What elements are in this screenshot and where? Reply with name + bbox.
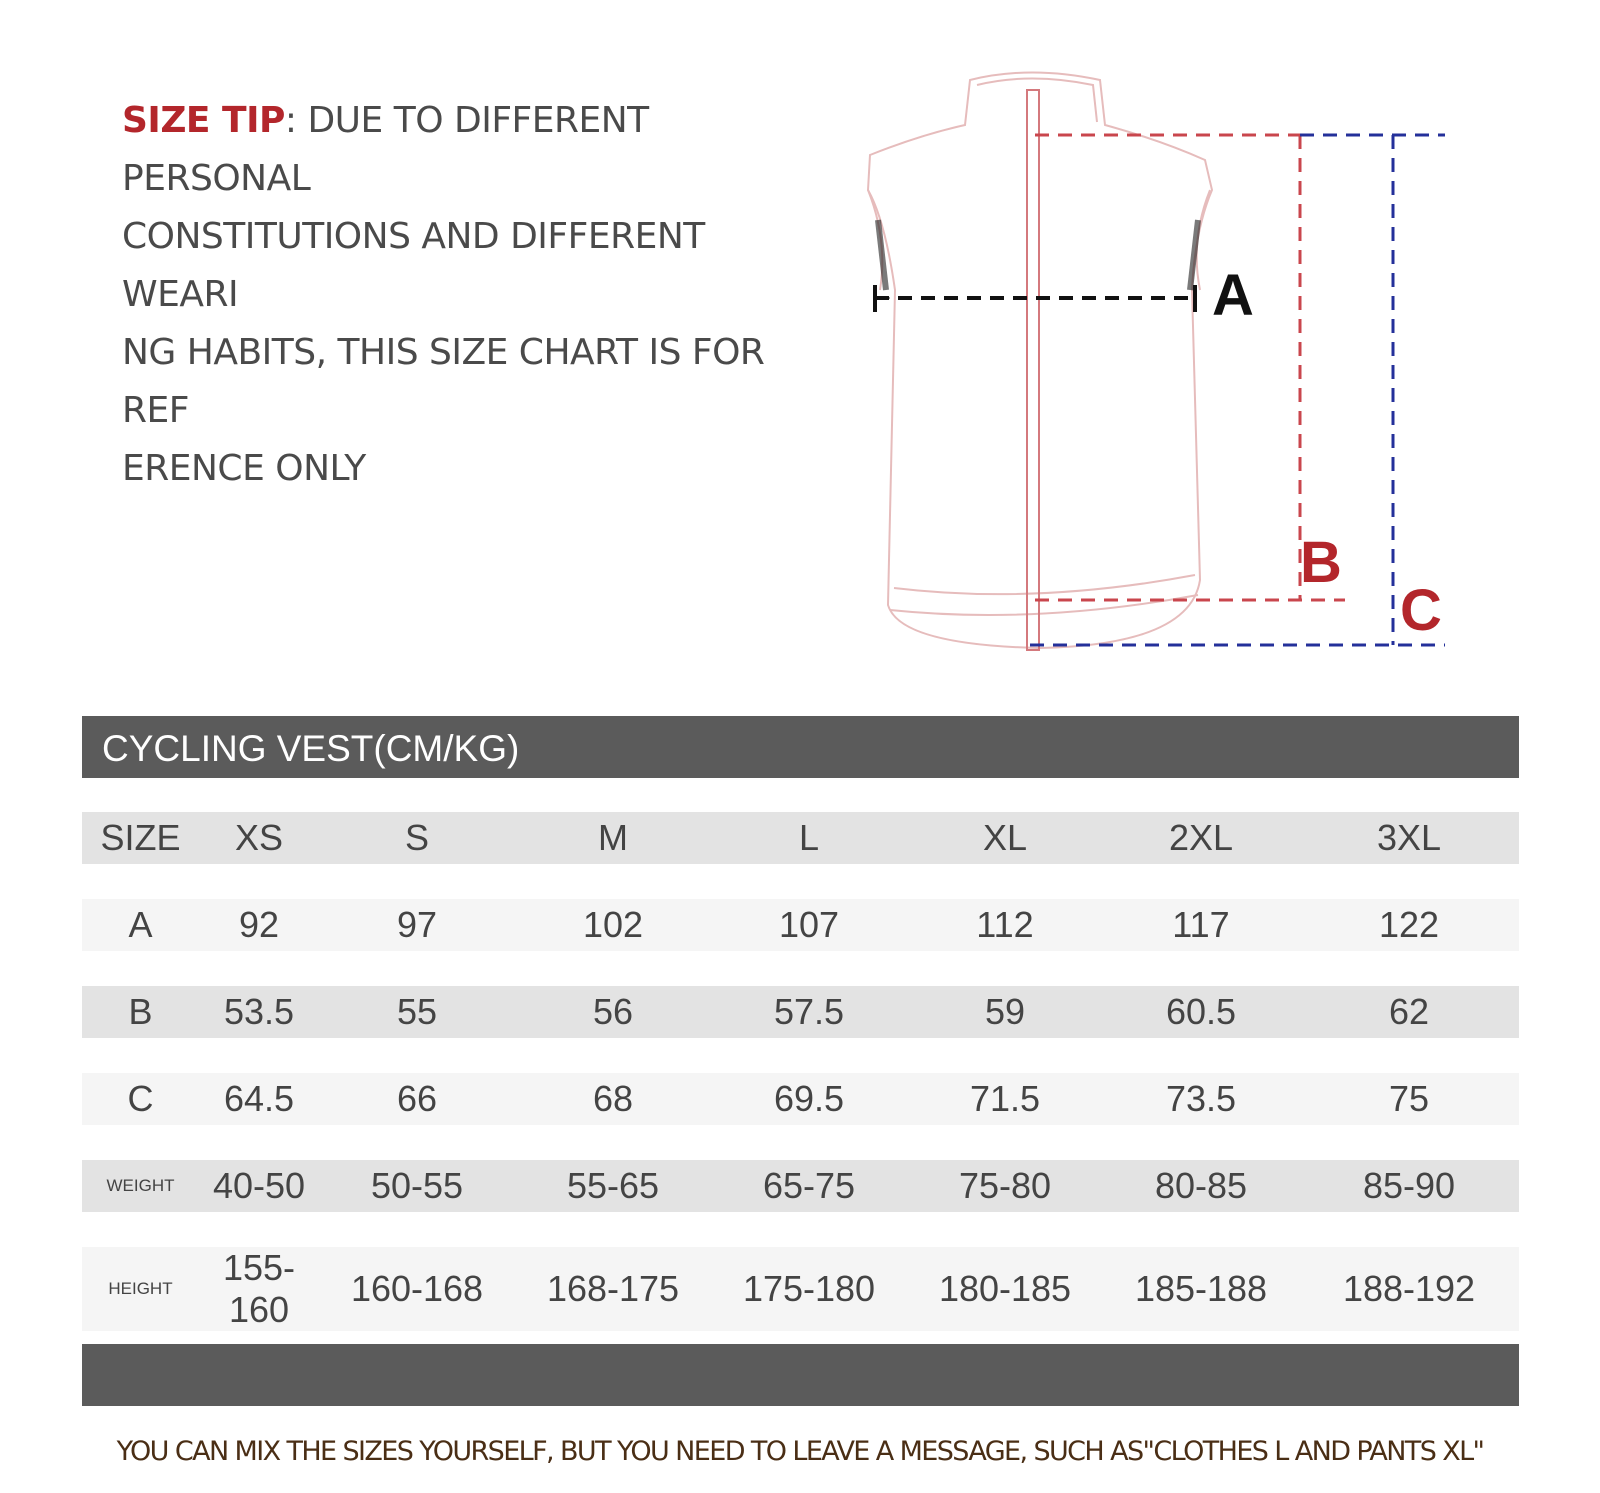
table-cell: 112 bbox=[907, 899, 1103, 951]
size-tip bbox=[122, 92, 822, 498]
header-row bbox=[82, 812, 1519, 864]
measure-b bbox=[1035, 135, 1345, 600]
header-xl: XL bbox=[907, 812, 1103, 864]
row-label: WEIGHT bbox=[82, 1160, 199, 1212]
size-chart-table bbox=[82, 812, 1519, 1331]
header-s: S bbox=[319, 812, 515, 864]
table-cell: 180-185 bbox=[907, 1247, 1103, 1331]
mix-sizes-note: YOU CAN MIX THE SIZES YOURSELF, BUT YOU NEED TO LEAVE A MESSAGE, SUCH AS"CLOTHES L AND PANTS XL" bbox=[116, 1436, 1484, 1467]
table-cell: 107 bbox=[711, 899, 907, 951]
table-cell: 55 bbox=[319, 986, 515, 1038]
table-title: CYCLING VEST(CM/KG) bbox=[102, 728, 520, 769]
table-cell: 73.5 bbox=[1103, 1073, 1299, 1125]
table-cell: 122 bbox=[1299, 899, 1519, 951]
table-cell: 117 bbox=[1103, 899, 1299, 951]
table-cell: 155-160 bbox=[199, 1247, 319, 1331]
measure-c bbox=[1030, 135, 1445, 645]
header-xs: XS bbox=[199, 812, 319, 864]
vest-measurement-diagram bbox=[860, 60, 1460, 660]
table-cell: 55-65 bbox=[515, 1160, 711, 1212]
table-cell: 85-90 bbox=[1299, 1160, 1519, 1212]
table-cell: 185-188 bbox=[1103, 1247, 1299, 1331]
armhole-shadow-left bbox=[878, 220, 886, 290]
armhole-shadow-right bbox=[1190, 220, 1198, 290]
table-row-height bbox=[82, 1247, 1519, 1331]
table-cell: 62 bbox=[1299, 986, 1519, 1038]
header-l: L bbox=[711, 812, 907, 864]
size-tip-line-4: ERENCE ONLY bbox=[122, 448, 366, 489]
table-cell: 75 bbox=[1299, 1073, 1519, 1125]
table-cell: 92 bbox=[199, 899, 319, 951]
table-cell: 53.5 bbox=[199, 986, 319, 1038]
label-a: A bbox=[1212, 263, 1254, 328]
header-3xl: 3XL bbox=[1299, 812, 1519, 864]
header-size: SIZE bbox=[82, 812, 199, 864]
table-cell: 40-50 bbox=[199, 1160, 319, 1212]
table-cell: 102 bbox=[515, 899, 711, 951]
table-cell: 175-180 bbox=[711, 1247, 907, 1331]
table-cell: 57.5 bbox=[711, 986, 907, 1038]
table-cell: 65-75 bbox=[711, 1160, 907, 1212]
table-row-weight bbox=[82, 1160, 1519, 1212]
table-row-b bbox=[82, 986, 1519, 1038]
table-cell: 75-80 bbox=[907, 1160, 1103, 1212]
table-cell: 160-168 bbox=[319, 1247, 515, 1331]
label-b: B bbox=[1300, 530, 1342, 595]
label-c: C bbox=[1400, 578, 1442, 643]
row-label: HEIGHT bbox=[82, 1247, 199, 1331]
table-row-a bbox=[82, 899, 1519, 951]
table-cell: 64.5 bbox=[199, 1073, 319, 1125]
table-cell: 60.5 bbox=[1103, 986, 1299, 1038]
size-tip-line-2: CONSTITUTIONS AND DIFFERENT WEARI bbox=[122, 216, 705, 315]
header-m: M bbox=[515, 812, 711, 864]
table-cell: 97 bbox=[319, 899, 515, 951]
size-tip-line-3: NG HABITS, THIS SIZE CHART IS FOR REF bbox=[122, 332, 765, 431]
header-2xl: 2XL bbox=[1103, 812, 1299, 864]
table-cell: 69.5 bbox=[711, 1073, 907, 1125]
table-row-c bbox=[82, 1073, 1519, 1125]
table-cell: 71.5 bbox=[907, 1073, 1103, 1125]
table-cell: 168-175 bbox=[515, 1247, 711, 1331]
table-footer-bar bbox=[82, 1344, 1519, 1406]
zipper bbox=[1027, 90, 1039, 650]
table-cell: 80-85 bbox=[1103, 1160, 1299, 1212]
table-title-bar bbox=[82, 716, 1519, 778]
table-cell: 56 bbox=[515, 986, 711, 1038]
row-label: C bbox=[82, 1073, 199, 1125]
table-cell: 59 bbox=[907, 986, 1103, 1038]
size-tip-label: SIZE TIP bbox=[122, 100, 285, 141]
row-label: B bbox=[82, 986, 199, 1038]
table-cell: 68 bbox=[515, 1073, 711, 1125]
table-cell: 188-192 bbox=[1299, 1247, 1519, 1331]
table-cell: 50-55 bbox=[319, 1160, 515, 1212]
size-tip-line-1: : DUE TO DIFFERENT PERSONAL bbox=[122, 100, 649, 199]
table-cell: 66 bbox=[319, 1073, 515, 1125]
row-label: A bbox=[82, 899, 199, 951]
